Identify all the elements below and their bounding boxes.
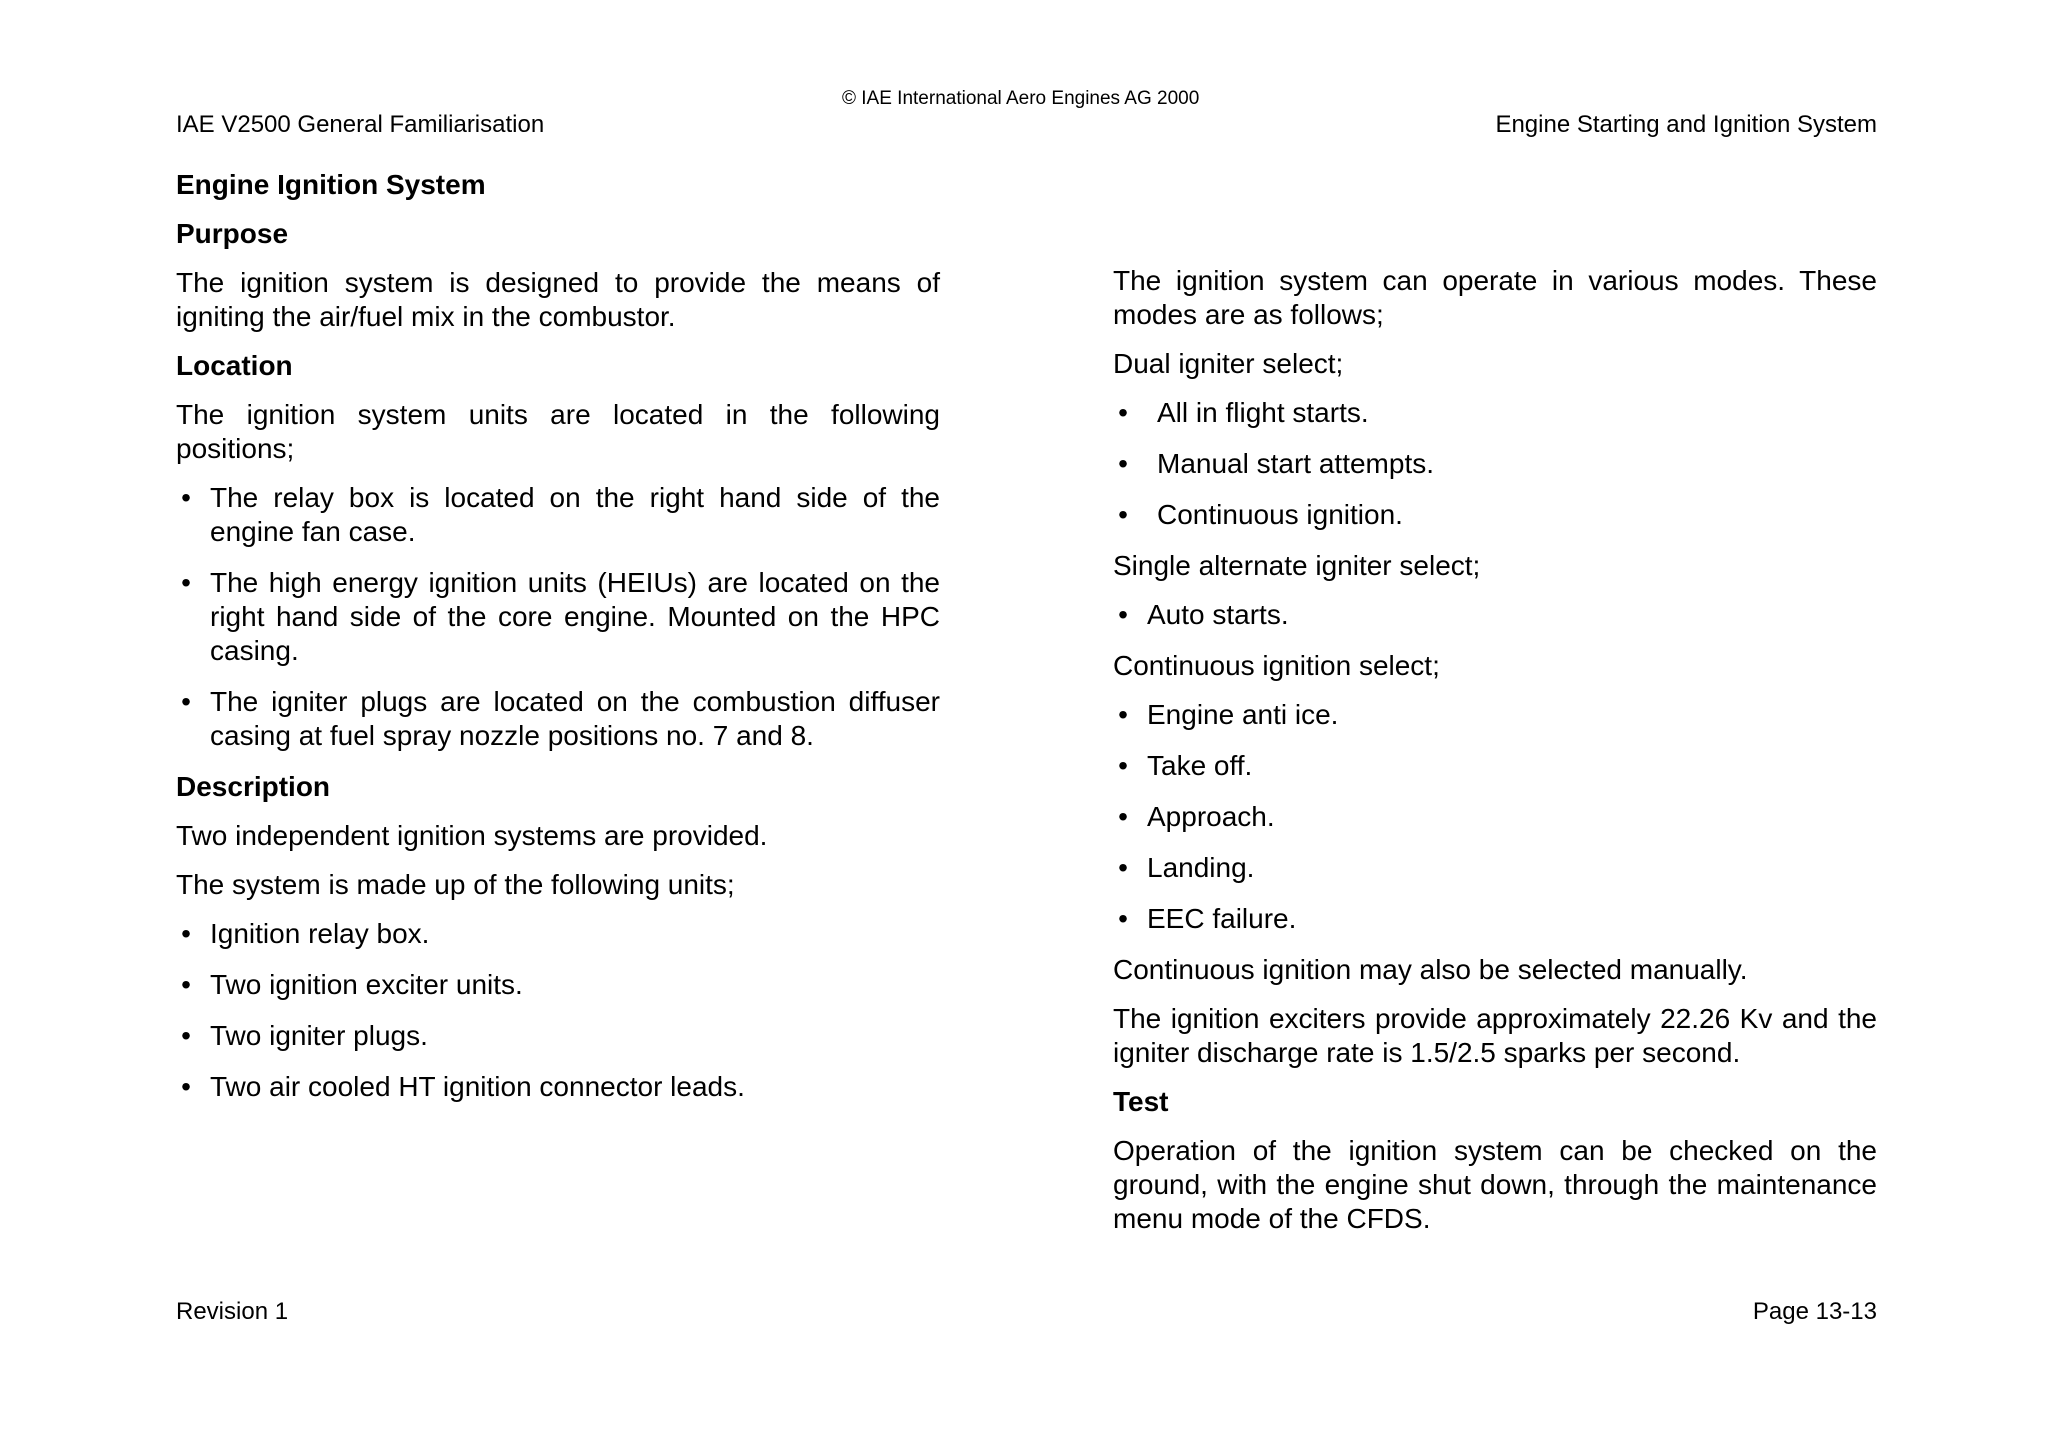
dual-igniter-list bbox=[1113, 396, 1877, 532]
list-item bbox=[1113, 598, 1877, 632]
list-item bbox=[1113, 851, 1877, 885]
units-list bbox=[176, 917, 940, 1104]
description-paragraph: Two independent ignition systems are provided. bbox=[176, 820, 768, 851]
bullet-icon: • bbox=[1118, 699, 1128, 730]
bullet-icon: • bbox=[181, 1020, 191, 1051]
revision-label: Revision 1 bbox=[176, 1298, 289, 1325]
copyright-notice: © IAE International Aero Engines AG 2000 bbox=[842, 88, 1200, 109]
bullet-icon: • bbox=[181, 969, 191, 1000]
test-paragraph: Operation of the ignition system can be checked on the ground, with the engine shut down, through the maintenance menu mode of the CFDS. bbox=[1113, 1135, 1877, 1234]
description-paragraph: The system is made up of the following units; bbox=[176, 869, 735, 900]
continuous-ignition-list bbox=[1113, 698, 1877, 936]
list-item-text: Take off. bbox=[1147, 750, 1253, 781]
bullet-icon: • bbox=[181, 686, 191, 717]
location-heading: Location bbox=[176, 350, 293, 381]
list-item-text: Two air cooled HT ignition connector leads. bbox=[210, 1071, 745, 1102]
list-item-text: EEC failure. bbox=[1147, 903, 1297, 934]
bullet-icon: • bbox=[181, 918, 191, 949]
bullet-icon: • bbox=[1118, 599, 1128, 630]
list-item-text: Landing. bbox=[1147, 852, 1255, 883]
bullet-icon: • bbox=[1118, 448, 1128, 479]
left-column bbox=[176, 168, 940, 1121]
bullet-icon: • bbox=[1118, 801, 1128, 832]
bullet-icon: • bbox=[1118, 852, 1128, 883]
list-item bbox=[176, 1019, 940, 1053]
list-item bbox=[176, 917, 940, 951]
bullet-icon: • bbox=[1118, 397, 1128, 428]
bullet-icon: • bbox=[1118, 499, 1128, 530]
list-item-text: Engine anti ice. bbox=[1147, 699, 1339, 730]
right-column bbox=[1113, 264, 1877, 1251]
list-item-text: The relay box is located on the right hand side of the engine fan case. bbox=[210, 482, 940, 547]
list-item-text: Ignition relay box. bbox=[210, 918, 430, 949]
bullet-icon: • bbox=[181, 482, 191, 513]
bullet-icon: • bbox=[181, 1071, 191, 1102]
list-item bbox=[1113, 396, 1877, 430]
bullet-icon: • bbox=[1118, 750, 1128, 781]
dual-igniter-heading: Dual igniter select; bbox=[1113, 348, 1344, 379]
list-item bbox=[1113, 800, 1877, 834]
page-number: Page 13-13 bbox=[1752, 1298, 1877, 1325]
list-item bbox=[1113, 498, 1877, 532]
exciters-paragraph: The ignition exciters provide approximately 22.26 Kv and the igniter discharge rate is 1.5/2.5 sparks per second. bbox=[1113, 1003, 1877, 1068]
purpose-heading: Purpose bbox=[176, 218, 289, 249]
list-item-text: The igniter plugs are located on the combustion diffuser casing at fuel spray nozzle positions no. 7 and 8. bbox=[210, 686, 940, 751]
single-igniter-heading: Single alternate igniter select; bbox=[1113, 550, 1481, 581]
list-item-text: Manual start attempts. bbox=[1157, 448, 1435, 479]
list-item bbox=[1113, 749, 1877, 783]
location-paragraph: The ignition system units are located in the following positions; bbox=[176, 399, 940, 464]
document-title: IAE V2500 General Familiarisation bbox=[176, 111, 545, 138]
modes-paragraph: The ignition system can operate in various modes. These modes are as follows; bbox=[1113, 265, 1877, 330]
list-item bbox=[176, 1070, 940, 1104]
single-igniter-list bbox=[1113, 598, 1877, 632]
list-item-text: All in flight starts. bbox=[1157, 397, 1369, 428]
purpose-paragraph: The ignition system is designed to provide the means of igniting the air/fuel mix in the combustor. bbox=[176, 267, 940, 332]
bullet-icon: • bbox=[181, 567, 191, 598]
list-item bbox=[176, 685, 940, 753]
manual-selection-paragraph: Continuous ignition may also be selected manually. bbox=[1113, 954, 1748, 985]
list-item bbox=[176, 566, 940, 668]
list-item-text: Two ignition exciter units. bbox=[210, 969, 523, 1000]
list-item bbox=[1113, 447, 1877, 481]
list-item bbox=[1113, 698, 1877, 732]
section-title: Engine Ignition System bbox=[176, 169, 486, 200]
list-item bbox=[176, 968, 940, 1002]
chapter-title: Engine Starting and Ignition System bbox=[1495, 111, 1877, 138]
continuous-ignition-heading: Continuous ignition select; bbox=[1113, 650, 1440, 681]
description-heading: Description bbox=[176, 771, 331, 802]
list-item bbox=[1113, 902, 1877, 936]
list-item bbox=[176, 481, 940, 549]
test-heading: Test bbox=[1113, 1086, 1169, 1117]
list-item-text: Approach. bbox=[1147, 801, 1275, 832]
list-item-text: Two igniter plugs. bbox=[210, 1020, 428, 1051]
list-item-text: Continuous ignition. bbox=[1157, 499, 1403, 530]
location-list bbox=[176, 481, 940, 753]
list-item-text: The high energy ignition units (HEIUs) are located on the right hand side of the core engine. Mounted on the HPC casing. bbox=[210, 567, 940, 666]
bullet-icon: • bbox=[1118, 903, 1128, 934]
list-item-text: Auto starts. bbox=[1147, 599, 1289, 630]
